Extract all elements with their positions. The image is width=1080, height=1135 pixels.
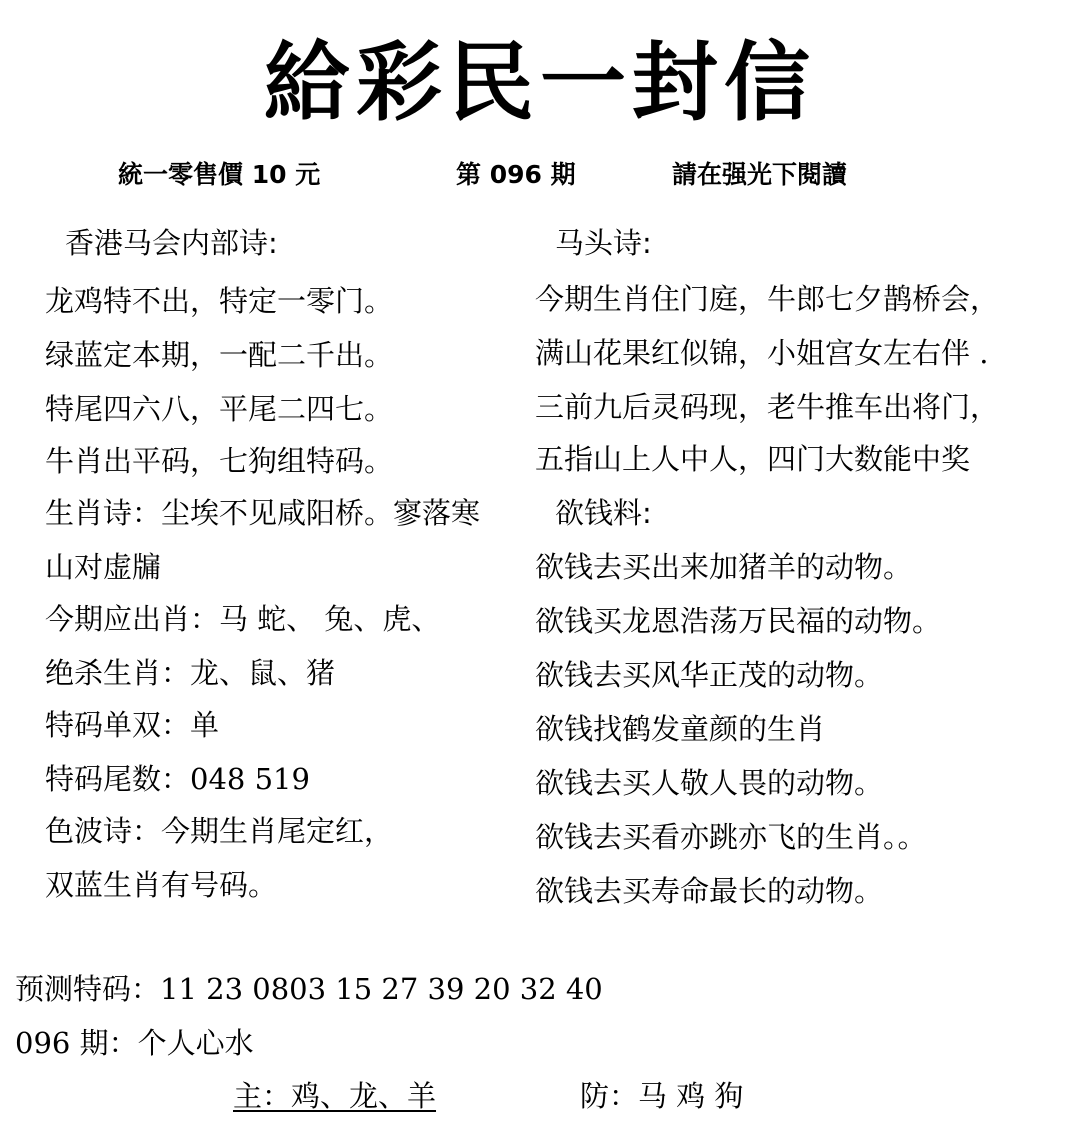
guard-pick: 防：马 鸡 狗 — [580, 1079, 744, 1113]
left-line: 色波诗：今期生肖尾定红， — [45, 814, 394, 848]
riddle-line: 欲钱找鹤发童颜的生肖 — [535, 712, 826, 746]
left-line: 今期应出肖：马 蛇、 兔、虎、 — [45, 602, 441, 636]
riddle-line: 欲钱去买风华正茂的动物。 — [535, 658, 884, 692]
left-line: 牛肖出平码，七狗组特码。 — [45, 444, 394, 478]
reading-note: 請在强光下閱讀 — [672, 160, 848, 189]
poem-line: 三前九后灵码现，老牛推车出将门， — [535, 390, 1000, 424]
riddle-line: 欲钱买龙恩浩荡万民福的动物。 — [535, 604, 942, 638]
left-line: 山对虚牖 — [45, 550, 162, 584]
poem-line: 今期生肖住门庭，牛郎七夕鹊桥会， — [535, 282, 1000, 316]
left-line: 绝杀生肖：龙、鼠、猪 — [45, 656, 336, 690]
riddle-line: 欲钱去买看亦跳亦飞的生肖。。 — [535, 820, 927, 854]
main-pick-text: 主：鸡、龙、羊 — [233, 1079, 437, 1113]
left-line: 绿蓝定本期，一配二千出。 — [45, 338, 394, 372]
left-line: 特码单双：单 — [45, 708, 220, 742]
issue-pick-line: 096 期：个人心水 — [15, 1026, 254, 1060]
price-label: 統一零售價 10 元 — [118, 160, 321, 189]
left-line: 生肖诗：尘埃不见咸阳桥。寥落寒 — [45, 496, 481, 530]
left-line: 特尾四六八，平尾二四七。 — [45, 392, 394, 426]
left-line: 龙鸡特不出，特定一零门。 — [45, 284, 394, 318]
poem-line: 满山花果红似锦，小姐宫女左右伴 . — [535, 336, 989, 370]
left-line: 双蓝生肖有号码。 — [45, 868, 278, 902]
prediction-line: 预测特码：11 23 0803 15 27 39 20 32 40 — [15, 972, 603, 1006]
issue-label: 第 096 期 — [456, 160, 576, 189]
page-title: 給彩民一封信 — [264, 33, 816, 133]
riddle-line: 欲钱去买人敬人畏的动物。 — [535, 766, 884, 800]
poem-line: 五指山上人中人，四门大数能中奖 — [535, 442, 971, 476]
main-pick — [233, 1077, 436, 1115]
riddle-heading: 欲钱料: — [555, 496, 652, 530]
left-heading: 香港马会内部诗: — [65, 226, 278, 260]
left-line: 特码尾数：048 519 — [45, 762, 310, 796]
riddle-line: 欲钱去买出来加猪羊的动物。 — [535, 550, 913, 584]
right-heading: 马头诗: — [555, 226, 652, 260]
riddle-line: 欲钱去买寿命最长的动物。 — [535, 874, 884, 908]
